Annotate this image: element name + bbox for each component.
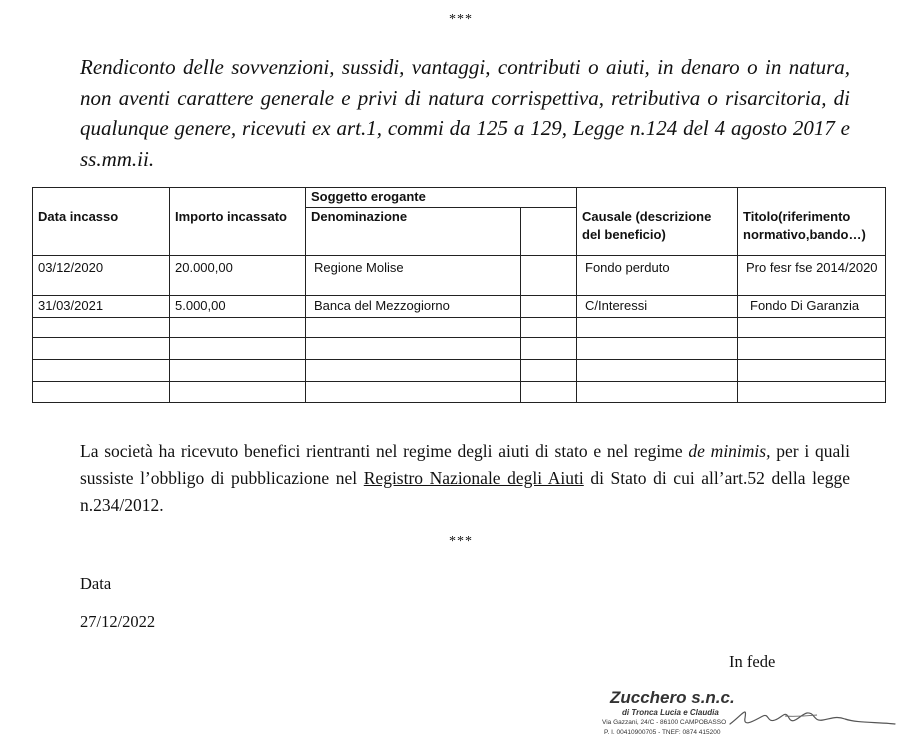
bottom-separator: *** — [449, 534, 473, 549]
cell-titolo — [738, 318, 886, 338]
table-row — [33, 382, 886, 403]
date-label: Data — [80, 574, 112, 593]
stamp-line-3: P. I. 00410900705 - TNEF: 0874 415200 — [604, 729, 721, 736]
header-empty-cell — [521, 208, 577, 256]
stamp-line-1: di Tronca Lucia e Claudia — [622, 708, 719, 717]
cell-titolo — [738, 360, 886, 382]
cell-importo — [170, 360, 306, 382]
date-value: 27/12/2022 — [80, 612, 156, 631]
cell-data — [33, 338, 170, 360]
cell-importo — [170, 338, 306, 360]
cell-data — [33, 360, 170, 382]
cell-extra — [521, 256, 577, 296]
cell-causale — [577, 382, 738, 403]
registro-link-text: Registro Nazionale degli Aiuti — [363, 468, 584, 488]
table-row — [33, 360, 886, 382]
cell-denominazione — [306, 360, 521, 382]
cell-importo — [170, 318, 306, 338]
cell-data — [33, 382, 170, 403]
stamp-company: Zucchero s.n.c. — [610, 688, 735, 707]
paragraph-text: per i quali sussiste l’obbligo di pubblicazione nel — [80, 441, 850, 488]
cell-extra — [521, 382, 577, 403]
de-minimis-text: de minimis, — [688, 441, 771, 461]
table-row — [33, 296, 886, 318]
paragraph-text: di Stato di cui all’art.52 della legge n.234/2012. — [80, 468, 851, 515]
cell-data: 31/03/2021 — [33, 296, 170, 318]
cell-denominazione: Banca del Mezzogiorno — [306, 296, 521, 318]
header-causale: Causale (descrizione del beneficio) — [577, 188, 738, 256]
cell-denominazione — [306, 382, 521, 403]
cell-causale: Fondo perduto — [577, 256, 738, 296]
header-data-incasso: Data incasso — [33, 188, 170, 256]
cell-denominazione — [306, 318, 521, 338]
cell-causale — [577, 360, 738, 382]
paragraph-text: La società ha ricevuto benefici rientranti nel regime degli aiuti di stato e nel regime — [80, 441, 689, 461]
cell-titolo — [738, 382, 886, 403]
handwritten-signature — [725, 696, 905, 736]
cell-importo — [170, 382, 306, 403]
cell-extra — [521, 296, 577, 318]
cell-data: 03/12/2020 — [33, 256, 170, 296]
cell-titolo: Pro fesr fse 2014/2020 — [738, 256, 886, 296]
cell-denominazione — [306, 338, 521, 360]
state-aid-paragraph — [80, 438, 850, 519]
top-separator: *** — [449, 12, 473, 27]
cell-data — [33, 318, 170, 338]
cell-causale — [577, 338, 738, 360]
cell-extra — [521, 338, 577, 360]
stamp-line-2: Via Gazzani, 24/C - 86100 CAMPOBASSO — [602, 719, 727, 726]
table-row — [33, 256, 886, 296]
cell-importo: 5.000,00 — [170, 296, 306, 318]
header-soggetto-erogante: Soggetto erogante — [306, 188, 577, 208]
table-row — [33, 338, 886, 360]
table-header-row-1 — [33, 188, 886, 208]
cell-importo: 20.000,00 — [170, 256, 306, 296]
header-denominazione: Denominazione — [306, 208, 521, 256]
cell-causale: C/Interessi — [577, 296, 738, 318]
contributions-table — [32, 187, 886, 403]
table-row — [33, 318, 886, 338]
header-titolo: Titolo(riferimento normativo,bando…) — [738, 188, 886, 256]
cell-causale — [577, 318, 738, 338]
in-fede-label: In fede — [729, 652, 776, 671]
cell-extra — [521, 360, 577, 382]
cell-titolo: Fondo Di Garanzia — [738, 296, 886, 318]
cell-titolo — [738, 338, 886, 360]
cell-extra — [521, 318, 577, 338]
header-importo: Importo incassato — [170, 188, 306, 256]
cell-denominazione: Regione Molise — [306, 256, 521, 296]
intro-paragraph: Rendiconto delle sovvenzioni, sussidi, vantaggi, contributi o aiuti, in denaro o in natura, non aventi carattere generale e privi di natura corrispettiva, retributiva o risarcitoria, di qualunque genere, ricevuti ex art.1, commi da 125 a 129, Legge n.124 del 4 agosto 2017 e ss.mm.ii. — [80, 55, 850, 171]
